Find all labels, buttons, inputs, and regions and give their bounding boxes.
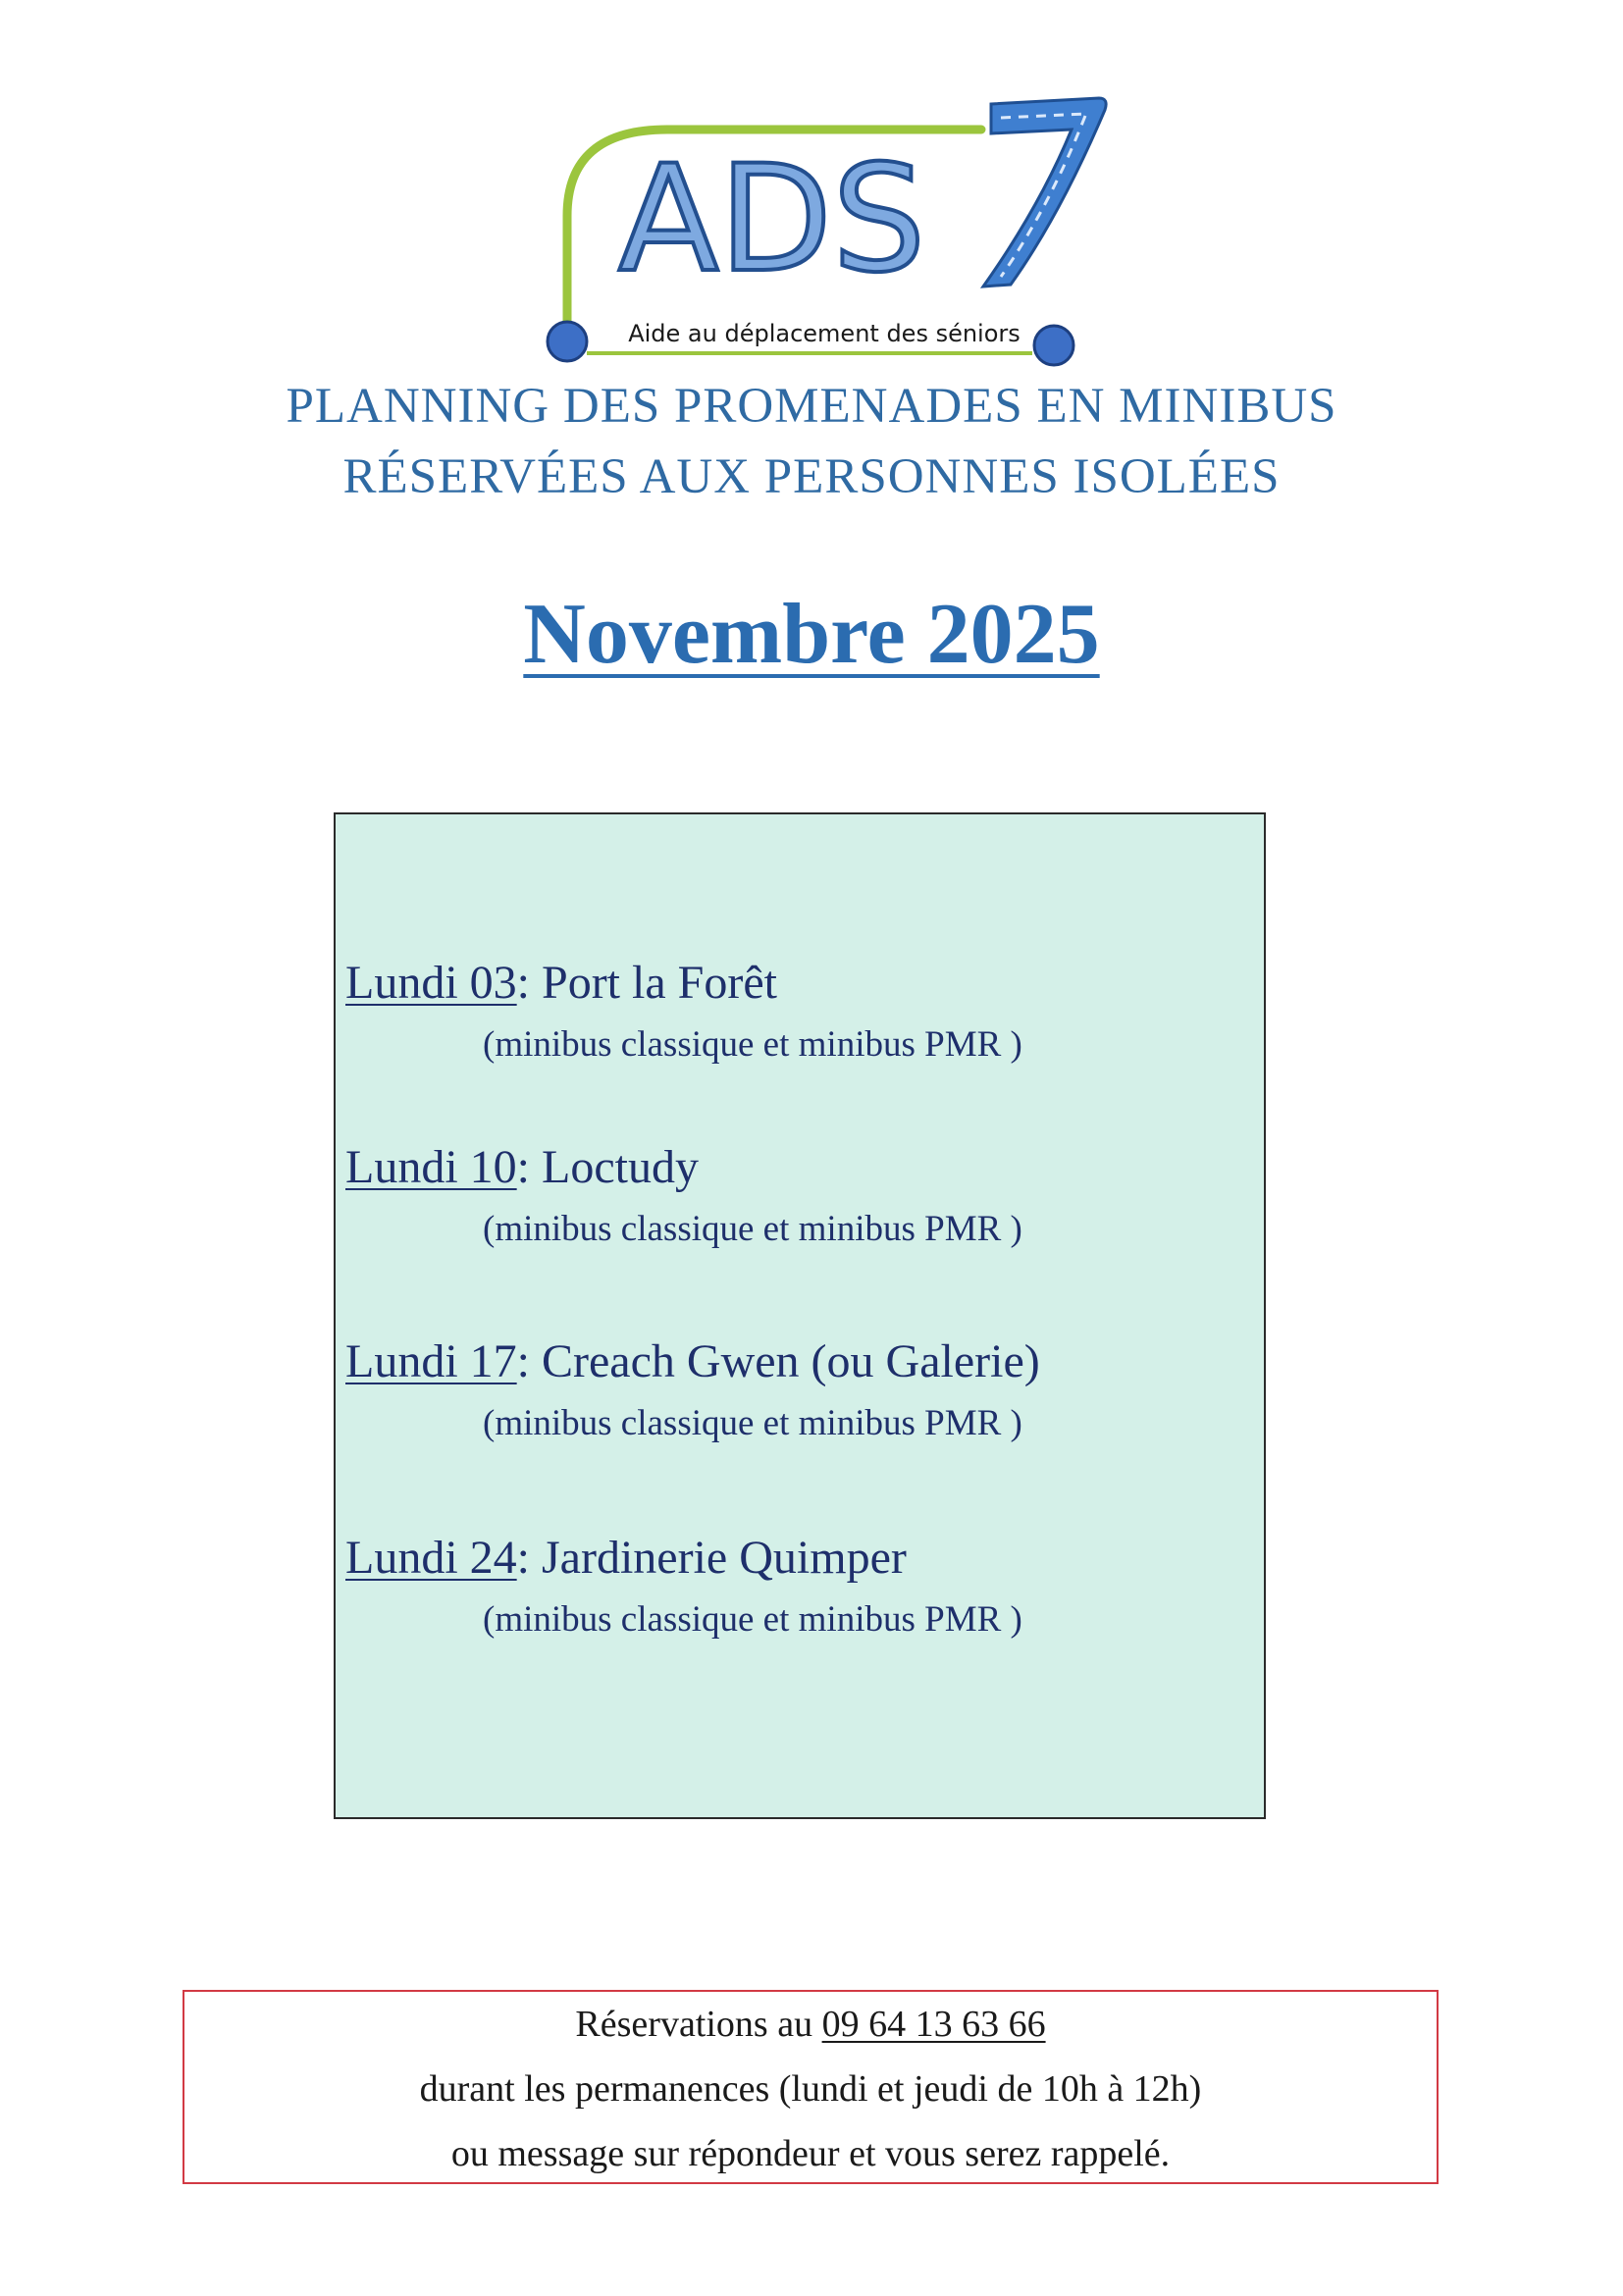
entry-day: Lundi 17 — [345, 1335, 517, 1387]
ads-logo-graphic — [530, 69, 1119, 383]
reservation-line-2: durant les permanences (lundi et jeudi de 10h à 12h) — [419, 2068, 1202, 2110]
logo-brand-text: ADS — [618, 134, 926, 305]
page-title — [0, 371, 1623, 512]
schedule-box — [334, 812, 1266, 1819]
month-heading — [0, 581, 1623, 689]
phone-number: 09 64 13 63 66 — [821, 2004, 1046, 2045]
schedule-entry — [345, 954, 1258, 1070]
reservation-line-3: ou message sur répondeur et vous serez rappelé. — [450, 2133, 1171, 2174]
entry-heading — [345, 1138, 1258, 1197]
entry-day: Lundi 10 — [345, 1141, 517, 1193]
entry-note: (minibus classique et minibus PMR ) — [483, 1599, 1022, 1640]
entry-heading — [345, 1529, 1258, 1588]
reservation-box — [183, 1990, 1439, 2184]
entry-note: (minibus classique et minibus PMR ) — [483, 1024, 1022, 1065]
entry-note: (minibus classique et minibus PMR ) — [483, 1209, 1022, 1249]
entry-day: Lundi 24 — [345, 1532, 517, 1584]
ads-logo — [530, 69, 1119, 383]
month-text: Novembre 2025 — [523, 587, 1100, 682]
entry-destination: : Port la Forêt — [516, 957, 777, 1009]
road-seven-icon — [983, 98, 1106, 287]
left-dot-icon — [548, 322, 587, 361]
title-line-2: RÉSERVÉES AUX PERSONNES ISOLÉES — [342, 449, 1281, 504]
logo-tagline: Aide au déplacement des séniors — [628, 320, 1021, 347]
schedule-entry — [345, 1529, 1258, 1644]
title-line-1: PLANNING DES PROMENADES EN MINIBUS — [286, 379, 1337, 434]
reservation-prefix: Réservations au — [575, 2004, 822, 2045]
schedule-entry — [345, 1138, 1258, 1254]
entry-day: Lundi 03 — [345, 957, 517, 1009]
reservation-line-1 — [184, 1992, 1437, 2057]
entry-destination: : Loctudy — [516, 1141, 699, 1193]
schedule-entry — [345, 1332, 1258, 1448]
right-dot-icon — [1034, 326, 1073, 365]
entry-heading — [345, 954, 1258, 1013]
entry-note: (minibus classique et minibus PMR ) — [483, 1403, 1022, 1443]
entry-destination: : Jardinerie Quimper — [516, 1532, 907, 1584]
entry-destination: : Creach Gwen (ou Galerie) — [516, 1335, 1040, 1387]
entry-heading — [345, 1332, 1258, 1391]
